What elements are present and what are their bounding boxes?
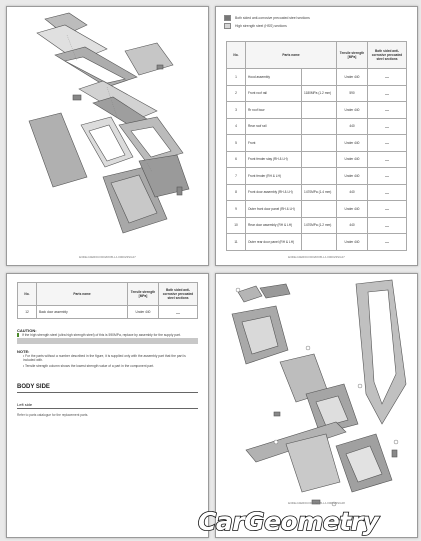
table-row (227, 217, 407, 234)
cell-name: Front (246, 135, 302, 152)
cell-sub: 1180MPa (1.2 mm) (302, 85, 337, 102)
section-rule (17, 392, 198, 393)
col-tensile: Tensile strength [MPa] (128, 283, 159, 306)
legend-item (224, 23, 287, 29)
cell-no: 4 (227, 118, 246, 135)
cell-tensile: Under 440 (337, 102, 368, 119)
cell-name: Rear roof rail (246, 118, 302, 135)
cell-sub (302, 118, 337, 135)
cell-no: 10 (227, 217, 246, 234)
table-row (227, 85, 407, 102)
col-name: Parts name (246, 42, 337, 69)
cell-sub (302, 69, 337, 86)
caution-block (17, 328, 198, 345)
cell-no: 11 (227, 234, 246, 251)
table-row (227, 234, 407, 251)
cell-no: 6 (227, 151, 246, 168)
note-label: NOTE: (17, 349, 30, 354)
cell-no: 7 (227, 168, 246, 185)
cell-no: 1 (227, 69, 246, 86)
table-header-row (227, 42, 407, 69)
cell-no: 2 (227, 85, 246, 102)
cell-name: Rear door assembly (RH & LH) (246, 217, 302, 234)
note-list (17, 354, 198, 368)
cell-no: 9 (227, 201, 246, 218)
cell-both: — (368, 135, 407, 152)
cell-tensile: Under 440 (337, 151, 368, 168)
legend-text: High strength steel (HSS) sections (235, 23, 287, 28)
manual-page-parts-table (215, 6, 418, 266)
cell-tensile: Under 440 (337, 201, 368, 218)
body-side-exploded-diagram (216, 274, 417, 537)
cell-tensile: Under 440 (337, 234, 368, 251)
legend-swatch-light (224, 23, 231, 29)
cell-tensile: 440 (337, 184, 368, 201)
note-item: • Tensile strength column shows the lowest strength value of a part in the component part. (23, 364, 155, 368)
note-item: • For the parts without a number described in the figure, it is supplied only with the assembly part that the part is included with. (23, 354, 186, 362)
cell-name: Outer rear door panel (RH & LH) (246, 234, 302, 251)
divider (17, 338, 198, 344)
cell-both: — (368, 201, 407, 218)
table-row (227, 184, 407, 201)
legend-item (224, 15, 310, 21)
cell-name: Front roof rail (246, 85, 302, 102)
table-row (227, 201, 407, 218)
caution-label: CAUTION: (17, 328, 37, 333)
cell-no: 8 (227, 184, 246, 201)
cell-both: — (368, 151, 407, 168)
table-row (18, 306, 198, 319)
table-row (227, 69, 407, 86)
cell-sub (302, 135, 337, 152)
cell-tensile: Under 440 (337, 168, 368, 185)
table-row (227, 118, 407, 135)
cell-sub (302, 102, 337, 119)
parts-table (226, 41, 407, 251)
exploded-body-diagram (7, 7, 208, 265)
cell-tensile: Under 440 (337, 135, 368, 152)
cell-name: Back door assembly (37, 306, 128, 319)
cell-sub (302, 168, 337, 185)
cell-both: — (368, 102, 407, 119)
table-row (227, 151, 407, 168)
col-both: Both sided anti-corrosive precoated steel sections (159, 283, 198, 306)
section-title: BODY SIDE (17, 384, 50, 390)
cell-both: — (159, 306, 198, 319)
parts-table-continued (17, 282, 198, 319)
legend-swatch-dark (224, 15, 231, 21)
cell-sub: 1470MPa (1.2 mm) (302, 217, 337, 234)
cell-tensile: 440 (337, 217, 368, 234)
cell-both: — (368, 85, 407, 102)
cell-sub (302, 234, 337, 251)
cell-both: — (368, 69, 407, 86)
table-row (227, 135, 407, 152)
cargeometry-watermark: CarGeometry (198, 507, 379, 536)
manual-page-body-side-diagram (215, 273, 418, 538)
cell-both: — (368, 217, 407, 234)
cell-no: 5 (227, 135, 246, 152)
cell-both: — (368, 168, 407, 185)
sub-title: Left side (17, 402, 33, 407)
cell-tensile: Under 440 (128, 306, 159, 319)
body-text: Refer to parts catalogue for the replacement parts. (17, 413, 89, 417)
legend-text: Both sided anti-corrosive precoated steel sections (235, 15, 310, 20)
table-header-row (18, 283, 198, 306)
col-no: No. (227, 42, 246, 69)
table-row (227, 102, 407, 119)
caution-text: If the high strength steel (ultra high strength steel) of this is 590MPa, replace by assembly for the supply part. (17, 333, 198, 337)
col-tensile: Tensile strength [MPa] (337, 42, 368, 69)
manual-page-body-side (6, 273, 209, 538)
cell-sub (302, 151, 337, 168)
col-both: Both sided anti-corrosive precoated steel sections (368, 42, 407, 69)
cell-name: Front fender (RH & LH) (246, 168, 302, 185)
col-name: Parts name (37, 283, 128, 306)
cell-name: Hood assembly (246, 69, 302, 86)
manual-page-body-exploded (6, 6, 209, 266)
cell-both: — (368, 234, 407, 251)
cell-name: Front fender stay (RH & LH) (246, 151, 302, 168)
cell-name: Front door assembly (RH & LH) (246, 184, 302, 201)
cell-no: 12 (18, 306, 37, 319)
figure-id: E3DEJ-0ER0CO002ROB-LJ-000023SG28 (288, 501, 345, 505)
sub-rule (17, 408, 198, 409)
note-block (17, 349, 198, 368)
cell-tensile: 590 (337, 85, 368, 102)
cell-name: Outer front door panel (RH & LH) (246, 201, 302, 218)
figure-id: E3DEJ-0ER0CO002ROB-LJ-000023SG27 (288, 255, 345, 259)
cell-name: Rr roof bow (246, 102, 302, 119)
table-row (227, 168, 407, 185)
cell-sub: 1470MPa (1.4 mm) (302, 184, 337, 201)
col-no: No. (18, 283, 37, 306)
cell-both: — (368, 184, 407, 201)
figure-id: E3DEJ-0ER0CO002ROB-LJ-000023SG27 (79, 255, 136, 259)
cell-tensile: 440 (337, 118, 368, 135)
cell-no: 3 (227, 102, 246, 119)
cell-both: — (368, 118, 407, 135)
cell-tensile: Under 440 (337, 69, 368, 86)
cell-sub (302, 201, 337, 218)
